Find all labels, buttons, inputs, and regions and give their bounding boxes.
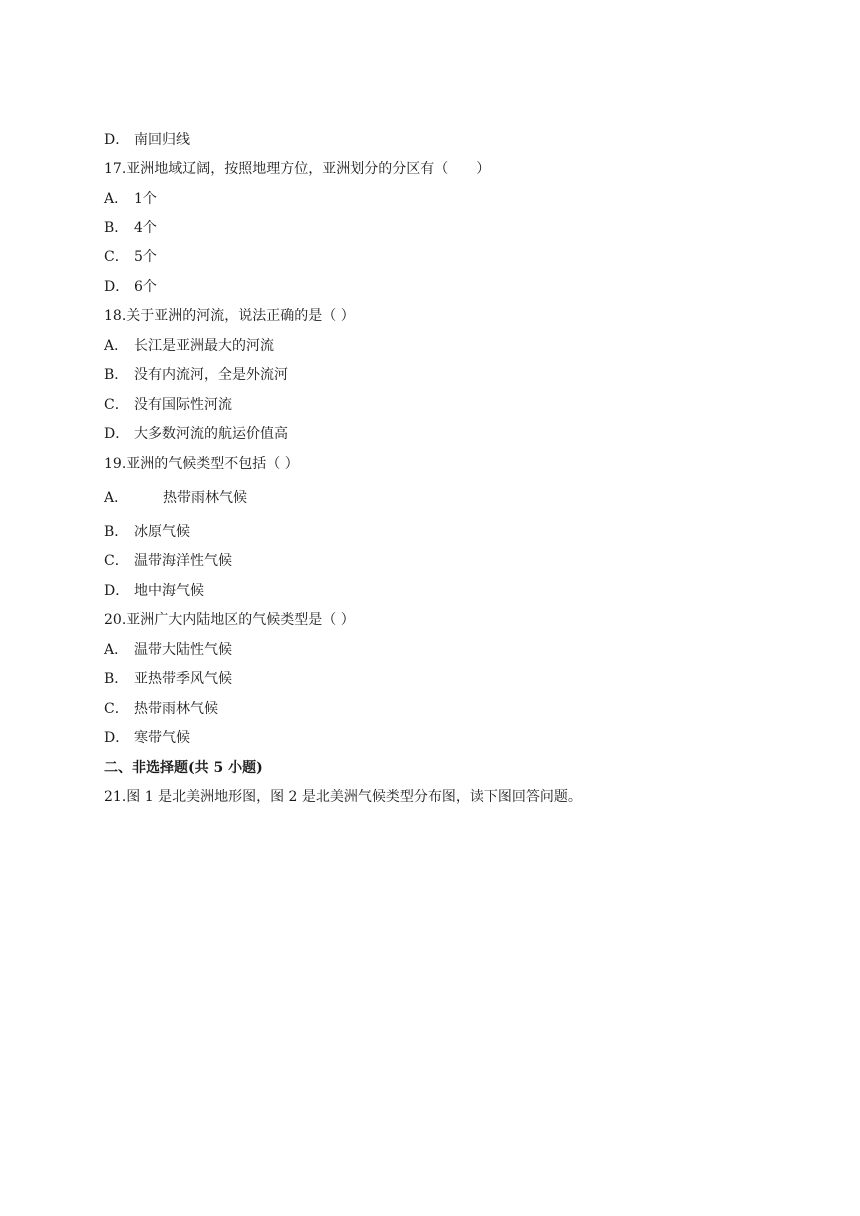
option-letter: D．: [104, 279, 130, 295]
question-18: [104, 307, 355, 325]
option-text: 5个: [134, 249, 157, 265]
option-20c: [104, 700, 218, 718]
option-text: 寒带气候: [134, 730, 190, 746]
option-letter: A．: [104, 490, 129, 506]
option-18c: [104, 396, 232, 414]
option-letter: D．: [104, 426, 130, 442]
option-19a: [104, 489, 247, 507]
question-text: 21.图 1 是北美洲地形图，图 2 是北美洲气候类型分布图，读下图回答问题。: [104, 789, 582, 805]
option-20d: [104, 729, 190, 747]
option-18a: [104, 337, 274, 355]
option-text: 温带海洋性气候: [134, 553, 232, 569]
question-text: 18.关于亚洲的河流，说法正确的是（ ）: [104, 308, 355, 324]
question-text: 20.亚洲广大内陆地区的气候类型是（ ）: [104, 612, 355, 628]
option-letter: D．: [104, 583, 130, 599]
option-letter: B．: [104, 367, 129, 383]
option-text: 亚热带季风气候: [134, 671, 232, 687]
option-18b: [104, 366, 288, 384]
option-letter: C．: [104, 249, 129, 265]
option-letter: B．: [104, 524, 129, 540]
option-17b: [104, 219, 157, 237]
question-17: [104, 160, 490, 178]
option-text: 4个: [134, 220, 157, 236]
option-letter: C．: [104, 397, 129, 413]
option-20b: [104, 670, 232, 688]
option-text: 地中海气候: [134, 583, 204, 599]
option-17c: [104, 248, 157, 266]
option-text: 长江是亚洲最大的河流: [134, 338, 274, 354]
option-text: 南回归线: [134, 132, 190, 148]
option-17a: [104, 190, 157, 208]
option-letter: A．: [104, 191, 129, 207]
section-title: 二、非选择题(共 5 小题): [104, 760, 263, 776]
option-letter: C．: [104, 553, 129, 569]
option-text: 热带雨林气候: [134, 701, 218, 717]
option-19c: [104, 552, 232, 570]
option-text: 没有内流河，全是外流河: [134, 367, 288, 383]
section-heading: [104, 759, 263, 777]
option-letter: A．: [104, 642, 129, 658]
option-20a: [104, 641, 232, 659]
option-text: 大多数河流的航运价值高: [134, 426, 288, 442]
question-text: 17.亚洲地域辽阔，按照地理方位，亚洲划分的分区有（ ）: [104, 161, 491, 177]
question-20: [104, 611, 355, 629]
option-18d: [104, 425, 288, 443]
question-21: [104, 788, 582, 806]
option-letter: B．: [104, 671, 129, 687]
option-letter: D．: [104, 132, 130, 148]
option-letter: B．: [104, 220, 129, 236]
option-letter: A．: [104, 338, 129, 354]
option-text: 1个: [134, 191, 157, 207]
option-16d: [104, 131, 190, 149]
option-text: 温带大陆性气候: [134, 642, 232, 658]
option-19d: [104, 582, 204, 600]
option-letter: D．: [104, 730, 130, 746]
option-letter: C．: [104, 701, 129, 717]
option-text: 6个: [134, 279, 157, 295]
question-19: [104, 455, 299, 473]
question-text: 19.亚洲的气候类型不包括（ ）: [104, 456, 299, 472]
option-text: 热带雨林气候: [163, 490, 247, 506]
option-text: 冰原气候: [134, 524, 190, 540]
option-17d: [104, 278, 157, 296]
option-text: 没有国际性河流: [134, 397, 232, 413]
option-19b: [104, 523, 190, 541]
